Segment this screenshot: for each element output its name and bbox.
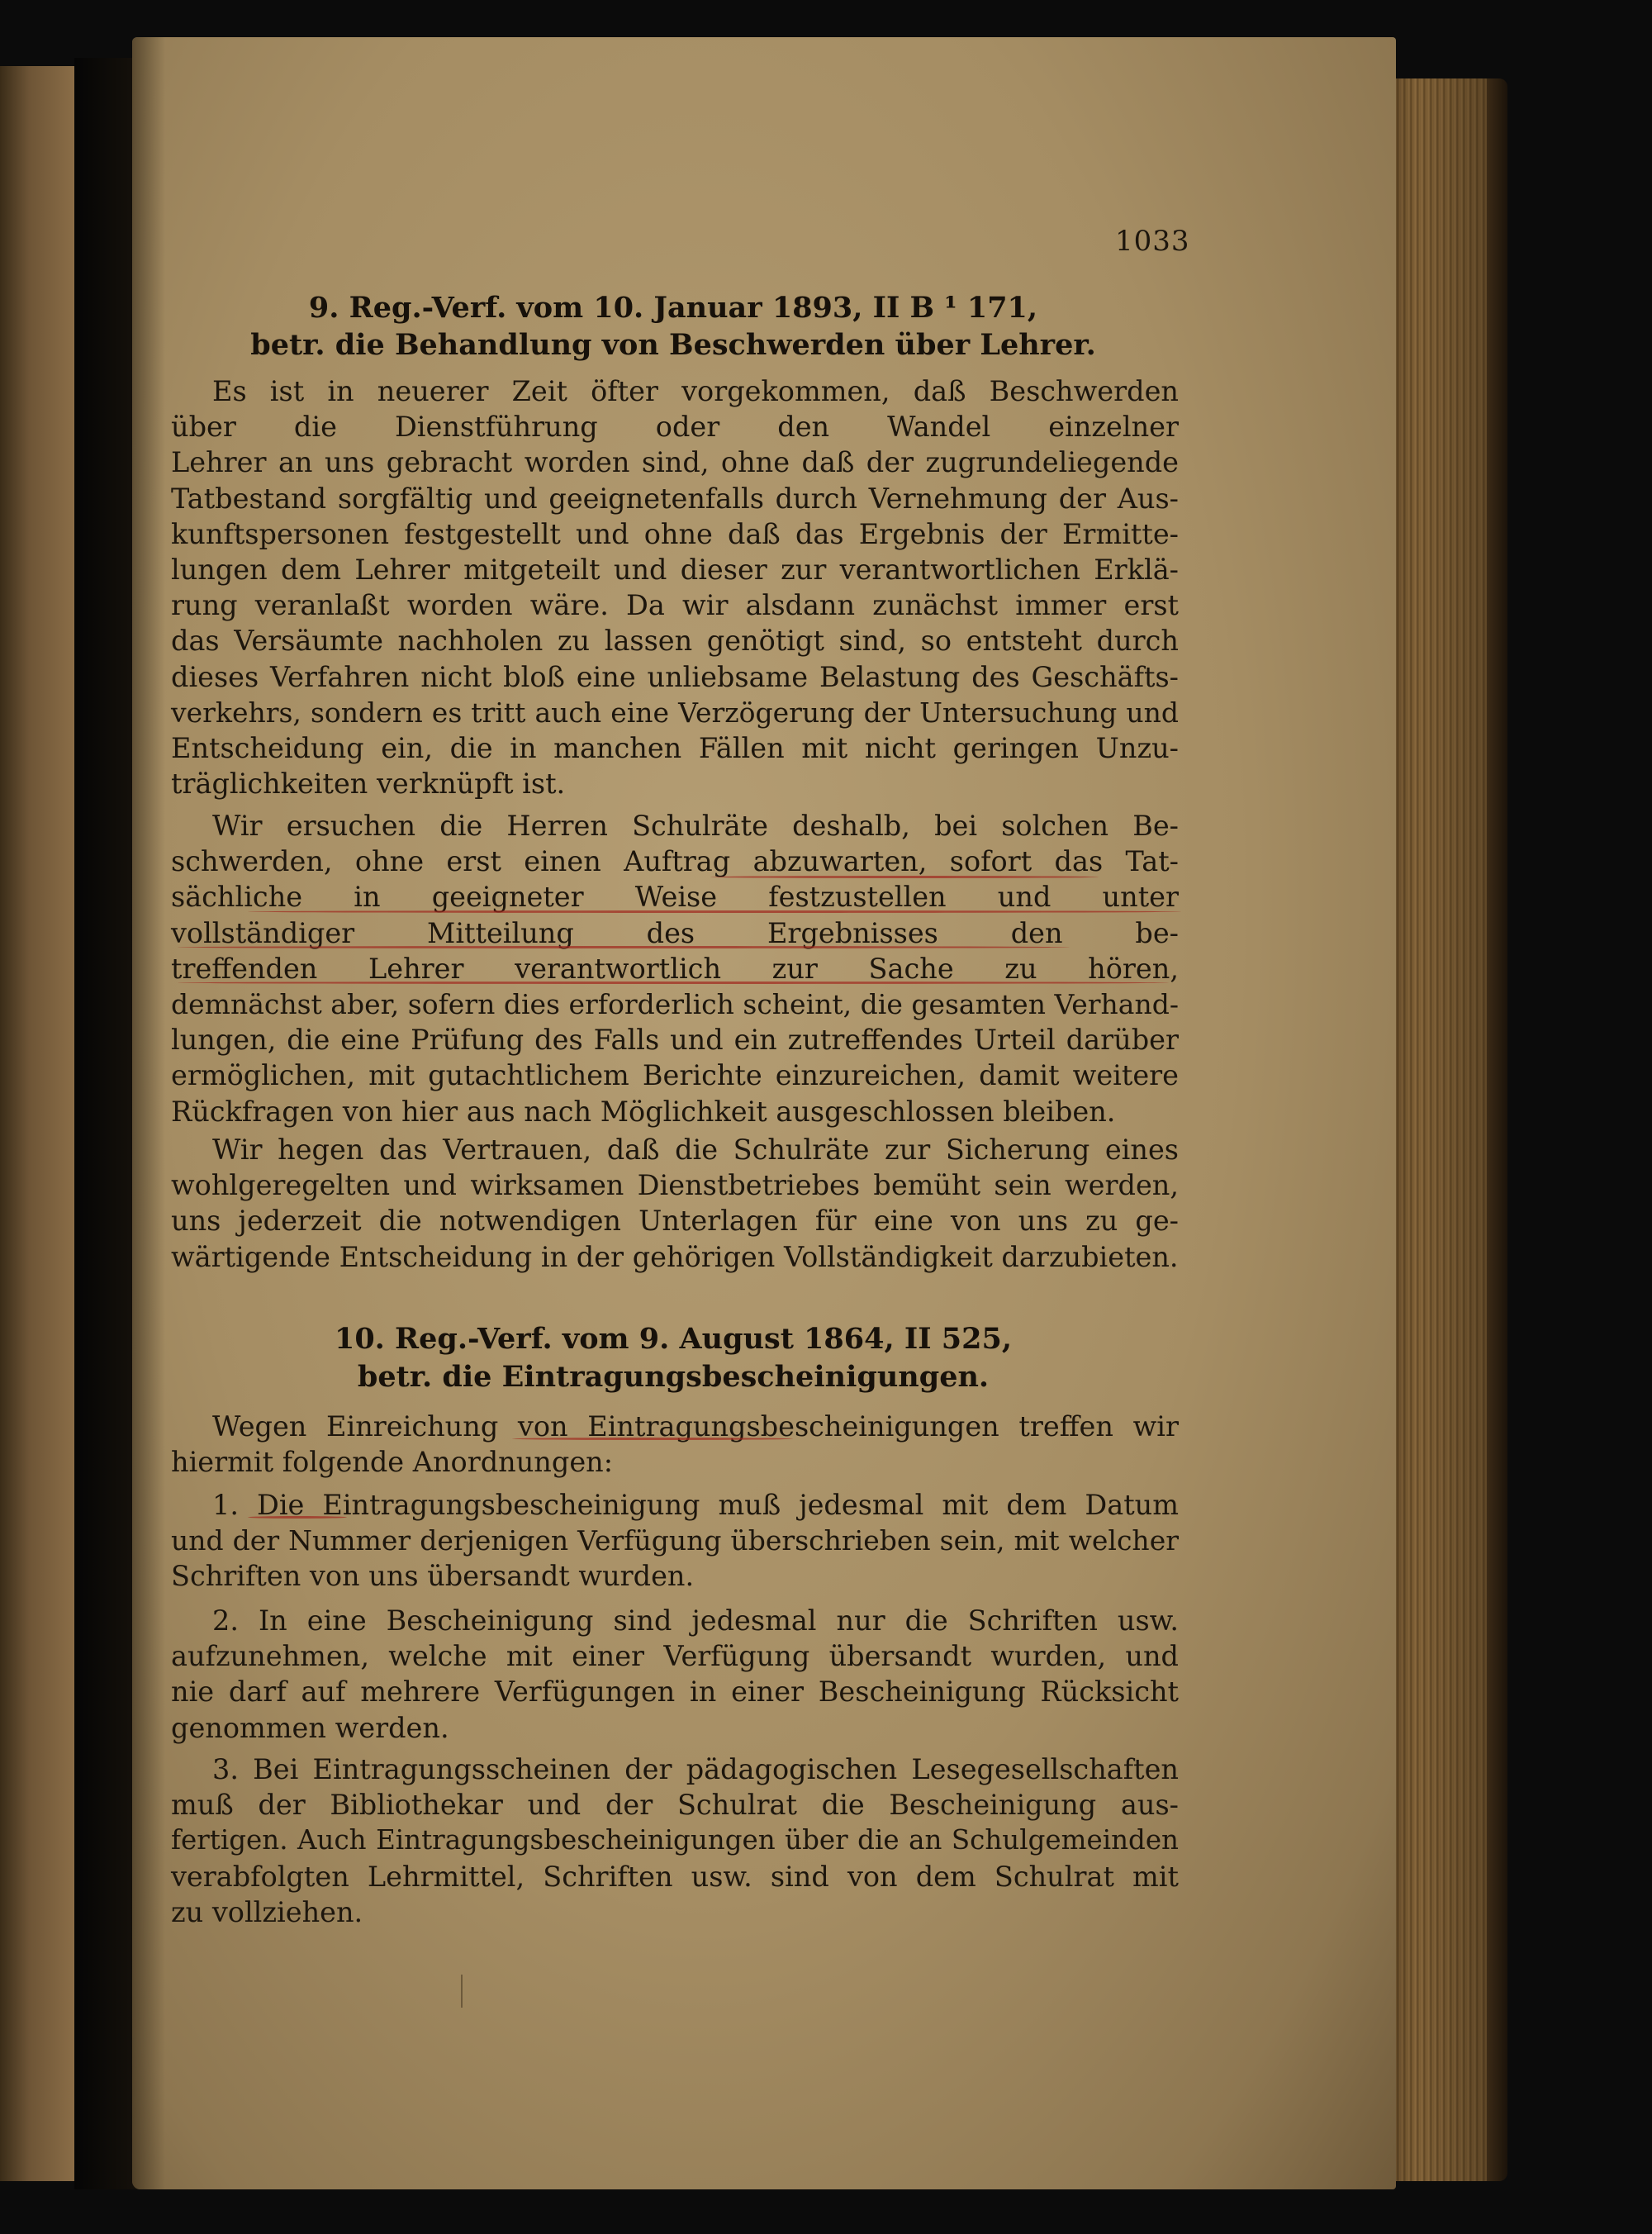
- text-line: wärtigende Entscheidung in der gehörigen Vollständigkeit darzubieten.: [171, 1240, 1179, 1273]
- text-line: Schriften von uns übersandt wurden.: [171, 1560, 695, 1593]
- text-line: fertigen. Auch Eintragungsbescheinigungen über die an Schulgemeinden: [171, 1824, 1179, 1856]
- text-line: genommen werden.: [171, 1711, 449, 1744]
- cover-edge: [1487, 78, 1507, 2181]
- text-line: Rückfragen von hier aus nach Möglichkeit ausgeschlossen bleiben.: [171, 1095, 1116, 1128]
- section-10-subheading: betr. die Eintragungsbescheinigungen.: [357, 1360, 990, 1394]
- text-line: Wir hegen das Vertrauen, daß die Schulräte zur Sicherung eines: [212, 1134, 1179, 1166]
- text-line: lungen, die eine Prüfung des Falls und ein zutreffendes Urteil darüber: [171, 1024, 1179, 1057]
- text-line: wohlgeregelten und wirksamen Dienstbetriebes bemüht sein werden,: [171, 1169, 1179, 1202]
- red-underline: [710, 876, 1099, 878]
- text-line: verkehrs, sondern es tritt auch eine Verzögerung der Untersuchung und: [171, 696, 1179, 729]
- red-underline: [512, 1438, 793, 1440]
- section-9-paragraph-1: [171, 373, 1179, 801]
- text-line: nie darf auf mehrere Verfügungen in einer Bescheinigung Rücksicht: [171, 1676, 1179, 1709]
- text-line: zu vollziehen.: [171, 1895, 363, 1928]
- text-line: 3. Bei Eintragungsscheinen der pädagogischen Lesegesellschaften: [212, 1753, 1179, 1785]
- text-line: 1. Die Eintragungsbescheinigung muß jedesmal mit dem Datum: [212, 1489, 1179, 1521]
- text-line: Es ist in neuerer Zeit öfter vorgekommen, daß Beschwerden: [212, 375, 1179, 407]
- text-line: Lehrer an uns gebracht worden sind, ohne daß der zugrundeliegende: [171, 446, 1179, 479]
- text-line: über die Dienstführung oder den Wandel einzelner: [171, 411, 1179, 444]
- text-line: das Versäumte nachholen zu lassen genötigt sind, so entsteht durch: [171, 625, 1179, 658]
- text-line: hiermit folgende Anordnungen:: [171, 1446, 614, 1479]
- section-10-item-2: [171, 1603, 1179, 1746]
- text-line: lungen dem Lehrer mitgeteilt und dieser zur verantwortlichen Erklä-: [171, 554, 1179, 587]
- text-line: verabfolgten Lehrmittel, Schriften usw. sind von dem Schulrat mit: [171, 1860, 1179, 1893]
- text-line: Wir ersuchen die Herren Schulräte deshalb, bei solchen Be-: [212, 810, 1179, 842]
- text-line: uns jederzeit die notwendigen Unterlagen für eine von uns zu ge-: [171, 1205, 1179, 1238]
- red-underline: [248, 1516, 347, 1519]
- red-underline: [178, 982, 1169, 984]
- text-line: Wegen Einreichung von Eintragungsbescheinigungen treffen wir: [212, 1410, 1179, 1443]
- section-9-paragraph-2: [171, 808, 1179, 1129]
- text-line: Entscheidung ein, die in manchen Fällen mit nicht geringen Unzu-: [171, 732, 1179, 765]
- left-page-edge: [0, 66, 74, 2181]
- text-line: 2. In eine Bescheinigung sind jedesmal nur die Schriften usw.: [212, 1604, 1179, 1637]
- text-line: treffenden Lehrer verantwortlich zur Sache zu hören,: [171, 952, 1179, 985]
- text-line: rung veranlaßt worden wäre. Da wir alsdann zunächst immer erst: [171, 589, 1179, 622]
- text-line: schwerden, ohne erst einen Auftrag abzuwarten, sofort das Tat-: [171, 845, 1179, 878]
- text-line: muß der Bibliothekar und der Schulrat die Bescheinigung aus-: [171, 1789, 1179, 1822]
- text-line: aufzunehmen, welche mit einer Verfügung übersandt wurden, und: [171, 1640, 1179, 1673]
- text-line: sächliche in geeigneter Weise festzustellen und unter: [171, 881, 1179, 914]
- text-line: Tatbestand sorgfältig und geeignetenfalls durch Vernehmung der Aus-: [171, 482, 1179, 515]
- text-line: demnächst aber, sofern dies erforderlich scheint, die gesamten Verhand-: [171, 988, 1179, 1021]
- red-underline: [248, 910, 1181, 913]
- section-9-paragraph-3: [171, 1132, 1179, 1275]
- text-line: träglichkeiten verknüpft ist.: [171, 768, 566, 801]
- text-line: dieses Verfahren nicht bloß eine unliebsame Belastung des Geschäfts-: [171, 660, 1179, 693]
- red-underline: [178, 946, 1070, 948]
- section-10-item-3: [171, 1752, 1179, 1930]
- text-line: ermöglichen, mit gutachtlichem Berichte einzureichen, damit weitere: [171, 1059, 1179, 1092]
- section-9-heading: 9. Reg.-Verf. vom 10. Januar 1893, II B ¹ 171,: [308, 291, 1038, 325]
- page-number: 1033: [1115, 225, 1190, 258]
- page-gutter: [132, 37, 165, 2189]
- pencil-mark: [461, 1975, 463, 2008]
- section-10-intro: [171, 1409, 1179, 1480]
- text-line: vollständiger Mitteilung des Ergebnisses den be-: [171, 916, 1179, 949]
- section-9-subheading: betr. die Behandlung von Beschwerden über Lehrer.: [250, 328, 1096, 362]
- text-line: kunftspersonen festgestellt und ohne daß das Ergebnis der Ermitte-: [171, 517, 1179, 550]
- section-10-heading: 10. Reg.-Verf. vom 9. August 1864, II 525,: [334, 1322, 1013, 1356]
- section-10-item-1: [171, 1487, 1179, 1595]
- text-line: und der Nummer derjenigen Verfügung überschrieben sein, mit welcher: [171, 1524, 1179, 1557]
